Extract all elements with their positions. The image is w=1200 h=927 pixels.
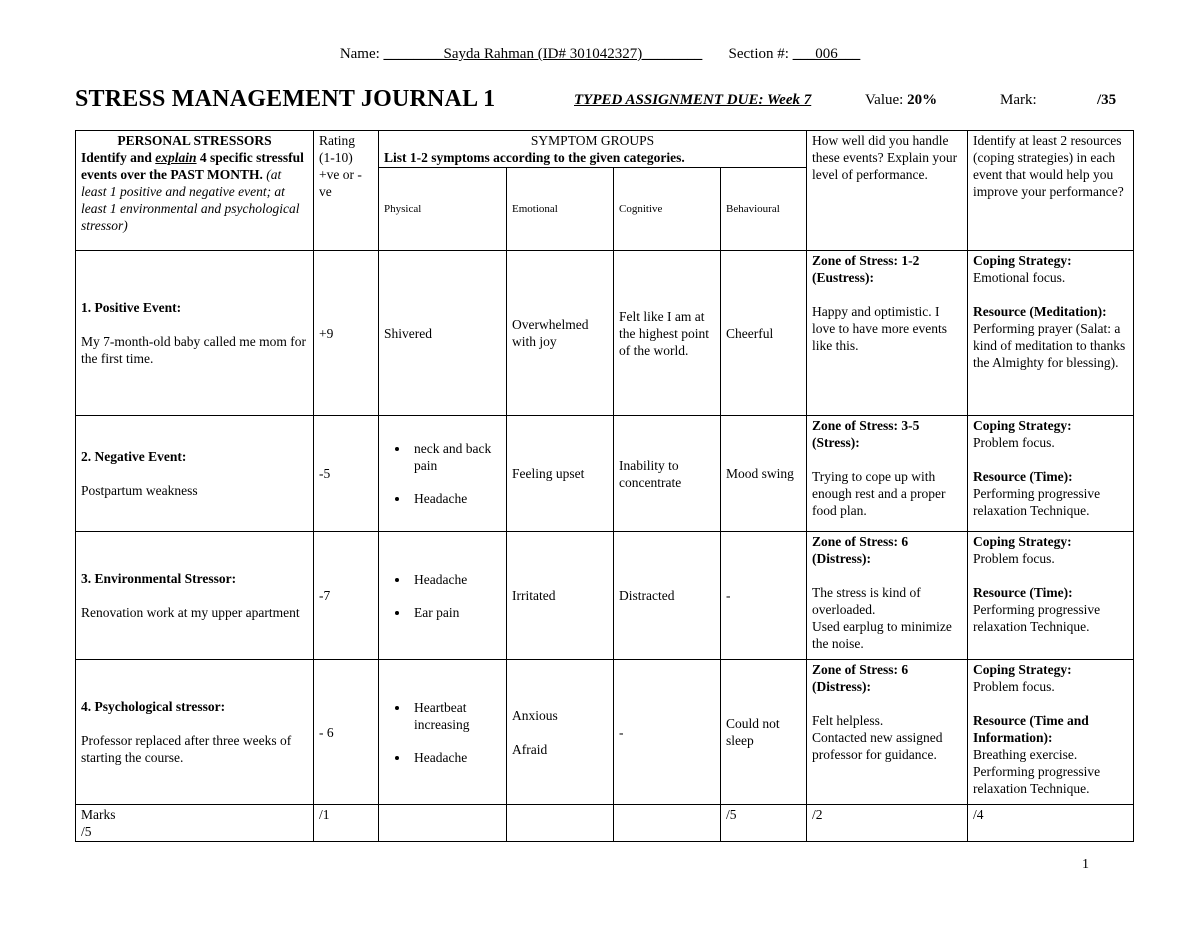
resource-text: Performing progressive relaxation Technique.	[973, 602, 1101, 634]
emotion-item: Anxious	[512, 707, 558, 723]
strategy-text: Problem focus.	[973, 551, 1055, 566]
resources-cell	[968, 532, 1134, 660]
stressor-title: 4. Psychological stressor:	[81, 699, 226, 714]
resources-header: Identify at least 2 resources (coping strategies) in each event that would help you improve your performance?	[968, 131, 1134, 251]
marks-row	[76, 805, 1134, 842]
stressor-cell	[76, 416, 314, 532]
resource-label: Resource (Time):	[973, 469, 1073, 484]
handle-header: How well did you handle these events? Explain your level of performance.	[807, 131, 968, 251]
emotional-cell: Irritated	[507, 532, 614, 660]
resource-text: Breathing exercise.	[973, 747, 1078, 762]
strategy-text: Problem focus.	[973, 435, 1055, 450]
list-item: • Ear pain	[410, 604, 501, 621]
stressor-cell	[76, 532, 314, 660]
resources-cell	[968, 416, 1134, 532]
resource-text: Performing prayer (Salat: a kind of meditation to thanks the Almighty for blessing).	[973, 321, 1126, 370]
cognitive-cell: Inability to concentrate	[614, 416, 721, 532]
behavioural-cell: Cheerful	[721, 251, 807, 416]
strategy-label: Coping Strategy:	[973, 662, 1072, 677]
rating-cell: +9	[314, 251, 379, 416]
stressor-desc: Postpartum weakness	[81, 483, 198, 498]
handle-text: Felt helpless.	[812, 713, 884, 728]
zone-of-stress: Zone of Stress: 3-5 (Stress):	[812, 418, 920, 450]
resource-label: Resource (Time and Information):	[973, 713, 1089, 745]
handle-cell	[807, 532, 968, 660]
emotion-item: Afraid	[512, 741, 548, 757]
stressor-desc: Renovation work at my upper apartment	[81, 605, 300, 620]
handle-text: The stress is kind of overloaded.	[812, 585, 921, 617]
handle-text: Happy and optimistic. I love to have more events like this.	[812, 304, 947, 353]
list-item: • neck and back pain	[410, 440, 501, 474]
cognitive-cell: -	[614, 660, 721, 805]
physical-cell: Shivered	[379, 251, 507, 416]
rating-cell: -7	[314, 532, 379, 660]
section-label: Section #:	[728, 46, 789, 62]
zone-of-stress: Zone of Stress: 6 (Distress):	[812, 534, 909, 566]
behavioural-cell: -	[721, 532, 807, 660]
value-weight	[865, 92, 937, 109]
behavioural-header: Behavioural	[721, 168, 807, 251]
zone-of-stress: Zone of Stress: 1-2 (Eustress):	[812, 253, 920, 285]
col1-text-b: 4 specific stressful events over the PAST MONTH.	[81, 150, 304, 182]
mark-label: Mark:	[1000, 92, 1037, 108]
journal-table	[75, 130, 1134, 842]
behavioural-cell: Mood swing	[721, 416, 807, 532]
resource-label: Resource (Meditation):	[973, 304, 1107, 319]
zone-of-stress: Zone of Stress: 6 (Distress):	[812, 662, 909, 694]
resource-text-2: Performing progressive relaxation Technique.	[973, 764, 1101, 796]
personal-stressors-header	[76, 131, 314, 251]
section-number: ___006___	[792, 46, 861, 62]
due-date: TYPED ASSIGNMENT DUE: Week 7	[574, 92, 812, 108]
list-item: • Headache	[410, 571, 501, 588]
marks-handle: /2	[807, 805, 968, 842]
rating-cell: -5	[314, 416, 379, 532]
resource-label: Resource (Time):	[973, 585, 1073, 600]
stressor-title: 1. Positive Event:	[81, 300, 182, 315]
physical-header: Physical	[379, 168, 507, 251]
value-label: Value:	[865, 92, 904, 108]
list-item: • Heartbeat increasing	[410, 699, 501, 733]
table-row	[76, 251, 1134, 416]
cognitive-cell: Felt like I am at the highest point of the world.	[614, 251, 721, 416]
handle-cell	[807, 416, 968, 532]
marks-label: Marks	[81, 807, 116, 822]
page-number: 1	[1082, 857, 1089, 872]
mark-total: /35	[1097, 92, 1117, 108]
symptom-groups-header	[379, 131, 807, 168]
col1-explain: explain	[155, 150, 197, 165]
handle-cell	[807, 660, 968, 805]
strategy-label: Coping Strategy:	[973, 418, 1072, 433]
student-info	[0, 46, 1200, 63]
emotional-cell: Overwhelmed with joy	[507, 251, 614, 416]
handle-cell	[807, 251, 968, 416]
stressor-desc: Professor replaced after three weeks of starting the course.	[81, 733, 292, 765]
stressor-cell	[76, 251, 314, 416]
col1-note: (at least 1 positive and negative event; at least 1 environmental and psychological stressor)	[81, 167, 300, 233]
list-item: • Headache	[410, 490, 501, 507]
symptom-sub: List 1-2 symptoms according to the given categories.	[384, 150, 685, 165]
title-row	[75, 86, 1135, 116]
table-row	[76, 532, 1134, 660]
strategy-label: Coping Strategy:	[973, 534, 1072, 549]
rating-cell: - 6	[314, 660, 379, 805]
strategy-text: Emotional focus.	[973, 270, 1066, 285]
physical-cell	[379, 660, 507, 805]
value-percent: 20%	[907, 92, 938, 108]
marks-resources: /4	[968, 805, 1134, 842]
page-title: STRESS MANAGEMENT JOURNAL 1	[75, 86, 496, 112]
marks-empty	[614, 805, 721, 842]
emotional-header: Emotional	[507, 168, 614, 251]
behavioural-cell: Could not sleep	[721, 660, 807, 805]
table-row	[76, 660, 1134, 805]
emotional-cell	[507, 660, 614, 805]
marks-empty	[507, 805, 614, 842]
name-label: Name:	[339, 46, 380, 62]
handle-text-2: Used earplug to minimize the noise.	[812, 619, 952, 651]
stressor-cell	[76, 660, 314, 805]
cognitive-header: Cognitive	[614, 168, 721, 251]
header-row	[76, 131, 1134, 168]
marks-rating: /1	[314, 805, 379, 842]
physical-cell	[379, 532, 507, 660]
symptom-heading: SYMPTOM GROUPS	[530, 133, 655, 148]
stressor-title: 2. Negative Event:	[81, 449, 187, 464]
student-name: ________Sayda Rahman (ID# 301042327)________	[383, 46, 703, 62]
resources-cell	[968, 660, 1134, 805]
table-row	[76, 416, 1134, 532]
marks-cell-stressors	[76, 805, 314, 842]
col-heading: PERSONAL STRESSORS	[117, 133, 272, 148]
list-item: • Headache	[410, 749, 501, 766]
handle-text: Trying to cope up with enough rest and a proper food plan.	[812, 469, 946, 518]
resources-cell	[968, 251, 1134, 416]
marks-symptoms: /5	[721, 805, 807, 842]
stressor-desc: My 7-month-old baby called me mom for the first time.	[81, 334, 306, 366]
handle-text-2: Contacted new assigned professor for guidance.	[812, 730, 943, 762]
strategy-label: Coping Strategy:	[973, 253, 1072, 268]
physical-cell	[379, 416, 507, 532]
cognitive-cell: Distracted	[614, 532, 721, 660]
col1-text: Identify and	[81, 150, 152, 165]
strategy-text: Problem focus.	[973, 679, 1055, 694]
marks-empty	[379, 805, 507, 842]
rating-header: Rating (1-10) +ve or -ve	[314, 131, 379, 251]
resource-text: Performing progressive relaxation Technique.	[973, 486, 1101, 518]
marks-stressors: /5	[81, 824, 92, 839]
stressor-title: 3. Environmental Stressor:	[81, 571, 237, 586]
emotional-cell: Feeling upset	[507, 416, 614, 532]
